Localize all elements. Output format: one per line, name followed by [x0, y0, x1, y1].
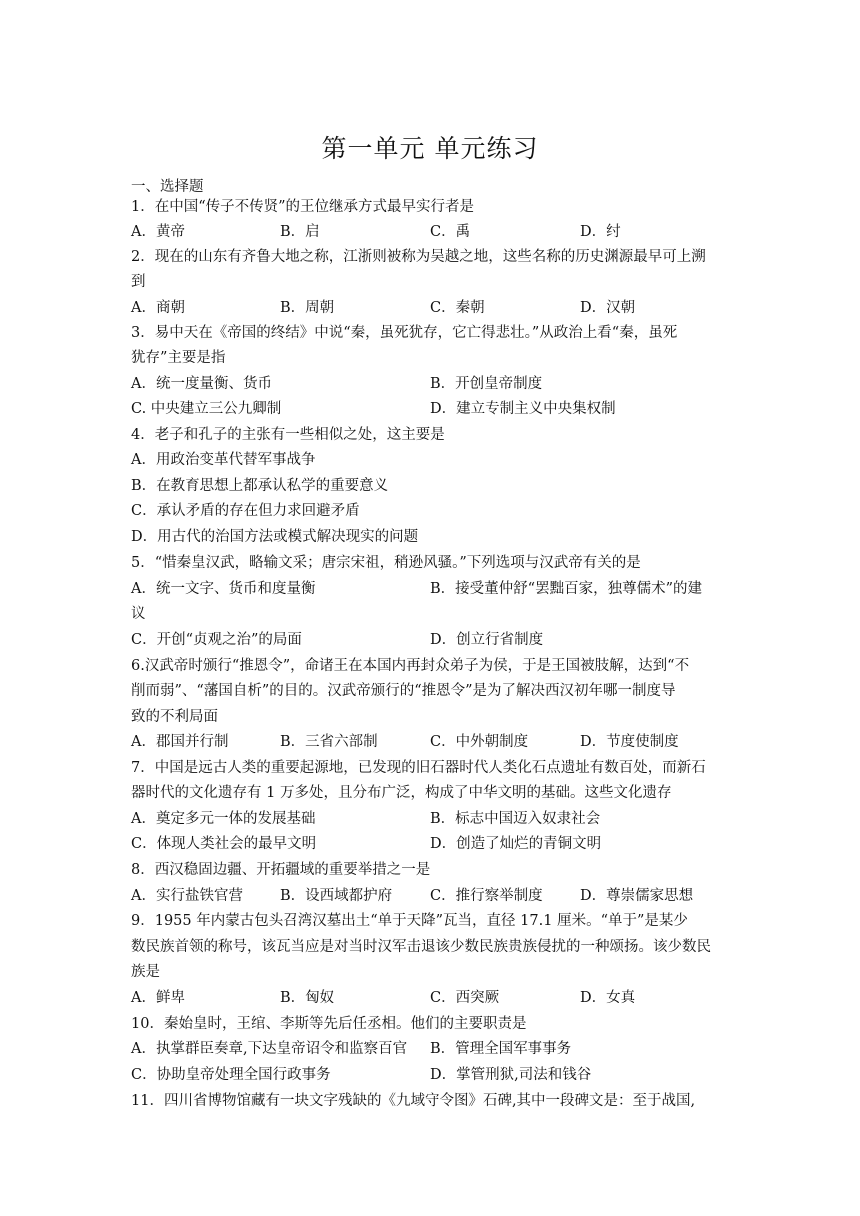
question-8-option-c: C．推行察举制度	[430, 888, 543, 904]
section-heading: 一、选择题	[131, 179, 204, 195]
question-6-option-a: A．郡国并行制	[131, 734, 229, 750]
question-4-option-d: D．用古代的治国方法或模式解决现实的问题	[131, 529, 419, 545]
question-1-option-c: C．禹	[430, 224, 471, 240]
question-6-stem-line-1: 6.汉武帝时颁行“推恩令”，命诸王在本国内再封众弟子为侯，于是王国被肢解，达到“不	[131, 658, 690, 674]
question-7-option-d: D．创造了灿烂的青铜文明	[430, 836, 602, 852]
question-3-option-a: A．统一度量衡、货币	[131, 376, 272, 392]
question-2-option-d: D．汉朝	[580, 300, 636, 316]
question-2-option-b: B．周朝	[280, 300, 335, 316]
question-6-stem-line-3: 致的不利局面	[131, 709, 218, 725]
question-9-stem-line-3: 族是	[131, 964, 160, 980]
question-3-option-d: D．建立专制主义中央集权制	[430, 401, 616, 417]
question-10-option-c: C．协助皇帝处理全国行政事务	[131, 1067, 331, 1083]
question-5-option-c: C．开创“贞观之治”的局面	[131, 632, 302, 648]
question-9-option-b: B．匈奴	[280, 990, 335, 1006]
question-1-option-b: B．启	[280, 224, 320, 240]
question-6-option-c: C．中外朝制度	[430, 734, 529, 750]
question-4-option-b: B．在教育思想上都承认私学的重要意义	[131, 478, 389, 494]
question-5-option-d: D．创立行省制度	[430, 632, 544, 648]
question-3-option-b: B．开创皇帝制度	[430, 376, 543, 392]
question-10-option-a: A．执掌群臣奏章,下达皇帝诏令和监察百官	[131, 1041, 408, 1057]
question-7-stem-line-2: 器时代的文化遗存有 1 万多处，且分布广泛，构成了中华文明的基础。这些文化遗存	[131, 785, 672, 801]
question-7-stem-line-1: 7．中国是远古人类的重要起源地，已发现的旧石器时代人类化石点遗址有数百处，而新石	[131, 760, 706, 776]
question-1-stem: 1．在中国“传子不传贤”的王位继承方式最早实行者是	[131, 199, 475, 215]
question-3-stem-line-2: 犹存”主要是指	[131, 350, 226, 366]
question-5-stem: 5．“惜秦皇汉武，略输文采；唐宗宋祖，稍逊风骚。”下列选项与汉武帝有关的是	[131, 555, 641, 571]
question-4-option-c: C．承认矛盾的存在但力求回避矛盾	[131, 503, 360, 519]
question-9-stem-line-2: 数民族首领的称号，该瓦当应是对当时汉军击退该少数民族贵族侵扰的一种颂扬。该少数民	[131, 939, 711, 955]
question-4-option-a: A．用政治变革代替军事战争	[131, 452, 316, 468]
question-8-option-d: D．尊崇儒家思想	[580, 888, 694, 904]
question-1-option-d: D．纣	[580, 224, 621, 240]
question-11-stem: 11．四川省博物馆藏有一块文字残缺的《九域守令图》石碑,其中一段碑文是：至于战国,	[131, 1093, 696, 1109]
question-3-option-c: C. 中央建立三公九卿制	[131, 401, 282, 417]
question-6-option-d: D．节度使制度	[580, 734, 679, 750]
question-3-stem-line-1: 3．易中天在《帝国的终结》中说“秦，虽死犹存，它亡得悲壮。”从政治上看“秦，虽死	[131, 325, 678, 341]
question-5-option-b: B．接受董仲舒“罢黜百家，独尊儒术”的建	[430, 581, 702, 597]
question-7-option-c: C．体现人类社会的最早文明	[131, 836, 317, 852]
question-2-option-c: C．秦朝	[430, 300, 485, 316]
question-4-stem: 4．老子和孔子的主张有一些相似之处，这主要是	[131, 427, 445, 443]
question-10-stem: 10．秦始皇时，王绾、李斯等先后任丞相。他们的主要职责是	[131, 1016, 527, 1032]
question-10-option-d: D．掌管刑狱,司法和钱谷	[430, 1067, 592, 1083]
question-8-stem: 8．西汉稳固边疆、开拓疆域的重要举措之一是	[131, 862, 431, 878]
page-title: 第一单元 单元练习	[321, 134, 539, 163]
question-2-stem-line-1: 2．现在的山东有齐鲁大地之称，江浙则被称为吴越之地，这些名称的历史渊源最早可上溯	[131, 249, 706, 265]
question-10-option-b: B．管理全国军事事务	[430, 1041, 572, 1057]
question-5-option-b-wrap: 议	[131, 606, 146, 622]
question-9-option-c: C．西突厥	[430, 990, 500, 1006]
question-9-option-a: A．鲜卑	[131, 990, 185, 1006]
question-5-option-a: A．统一文字、货币和度量衡	[131, 581, 316, 597]
question-9-option-d: D．女真	[580, 990, 636, 1006]
question-2-stem-line-2: 到	[131, 274, 146, 290]
question-6-option-b: B．三省六部制	[280, 734, 378, 750]
question-2-option-a: A．商朝	[131, 300, 185, 316]
question-8-option-a: A．实行盐铁官营	[131, 888, 243, 904]
question-7-option-a: A．奠定多元一体的发展基础	[131, 811, 316, 827]
question-6-stem-line-2: 削而弱”、“藩国自析”的目的。汉武帝颁行的“推恩令”是为了解决西汉初年哪一制度导	[131, 683, 676, 699]
question-8-option-b: B．设西域都护府	[280, 888, 393, 904]
question-7-option-b: B．标志中国迈入奴隶社会	[430, 811, 601, 827]
question-1-option-a: A．黄帝	[131, 224, 185, 240]
question-9-stem-line-1: 9．1955 年内蒙古包头召湾汉墓出土“单于天降”瓦当，直径 17.1 厘米。“单于”是某少	[131, 913, 688, 929]
